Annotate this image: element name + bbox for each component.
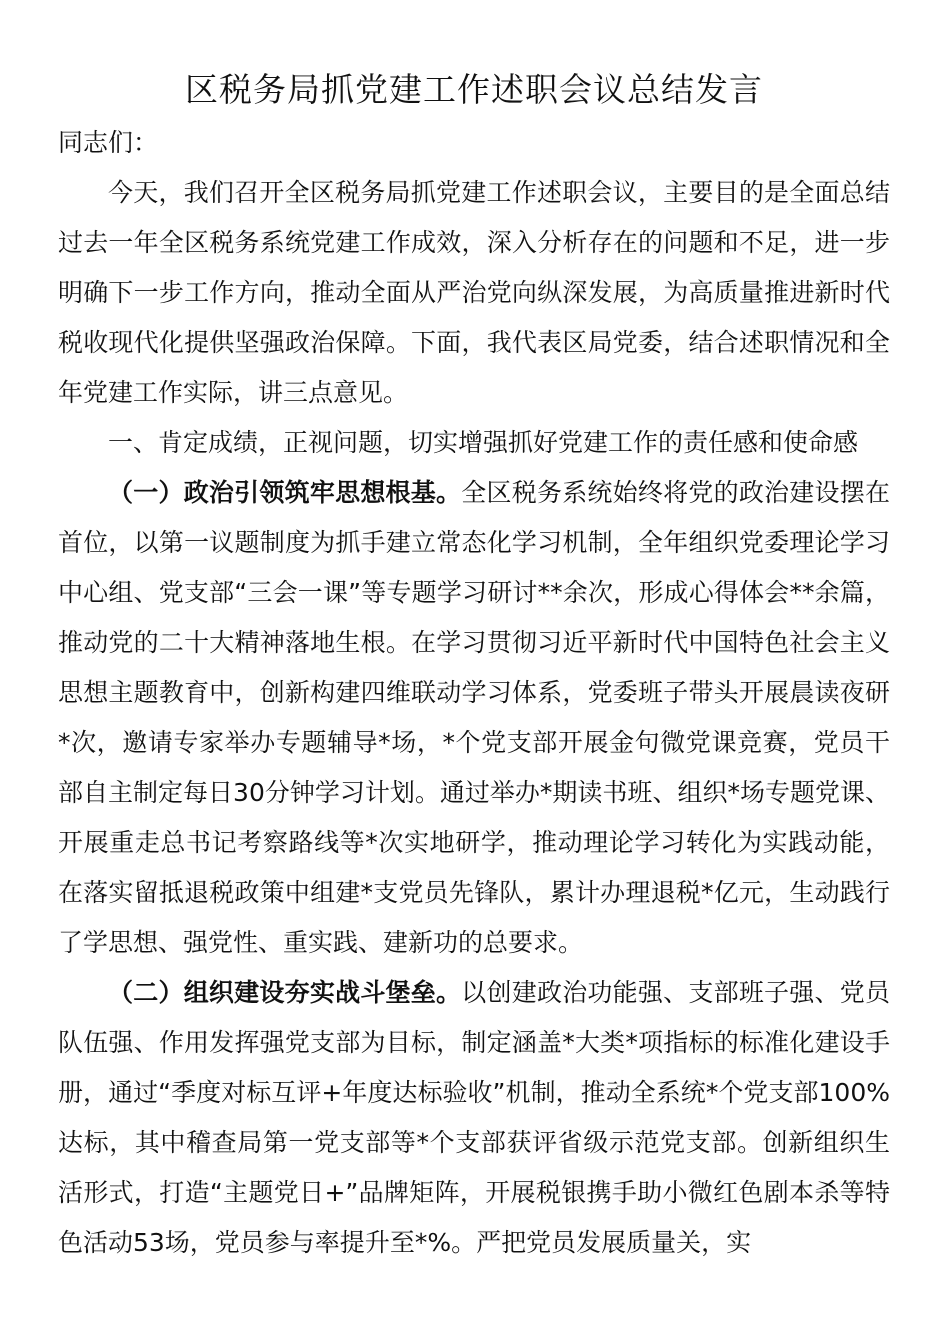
point-2-paragraph [58, 968, 890, 1268]
section-heading-1: 一、肯定成绩，正视问题，切实增强抓好党建工作的责任感和使命感 [108, 428, 859, 457]
point-1-body: 全区税务系统始终将党的政治建设摆在首位，以第一议题制度为抓手建立常态化学习机制，全年组织党委理论学习中心组、党支部“三会一课”等专题学习研讨**余次，形成心得体会**余篇，推动党的二十大精神落地生根。在学习贯彻习近平新时代中国特色社会主义思想主题教育中，创新构建四维联动学习体系，党委班子带头开展晨读夜研*次，邀请专家举办专题辅导*场，*个党支部开展金句微党课竞赛，党员干部自主制定每日30分钟学习计划。通过举办*期读书班、组织*场专题党课、开展重走总书记考察路线等*次实地研学，推动理论学习转化为实践动能，在落实留抵退税政策中组建*支党员先锋队，累计办理退税*亿元，生动践行了学思想、强党性、重实践、建新功的总要求。 [58, 478, 890, 957]
salutation: 同志们： [58, 128, 159, 157]
document-title: 区税务局抓党建工作述职会议总结发言 [185, 70, 763, 109]
point-2-body: 以创建政治功能强、支部班子强、党员队伍强、作用发挥强党支部为目标，制定涵盖*大类*项指标的标准化建设手册，通过“季度对标互评+年度达标验收”机制，推动全系统*个党支部100%达标，其中稽查局第一党支部等*个支部获评省级示范党支部。创新组织生活形式，打造“主题党日+”品牌矩阵，开展税银携手助小微红色剧本杀等特色活动53场，党员参与率提升至*%。严把党员发展质量关，实 [58, 978, 890, 1257]
point-1-paragraph [58, 468, 890, 968]
point-1-heading: （一）政治引领筑牢思想根基。 [108, 478, 462, 507]
point-2-heading: （二）组织建设夯实战斗堡垒。 [108, 978, 462, 1007]
intro-paragraph: 今天，我们召开全区税务局抓党建工作述职会议，主要目的是全面总结过去一年全区税务系统党建工作成效，深入分析存在的问题和不足，进一步明确下一步工作方向，推动全面从严治党向纵深发展，为高质量推进新时代税收现代化提供坚强政治保障。下面，我代表区局党委，结合述职情况和全年党建工作实际，讲三点意见。 [58, 178, 890, 407]
